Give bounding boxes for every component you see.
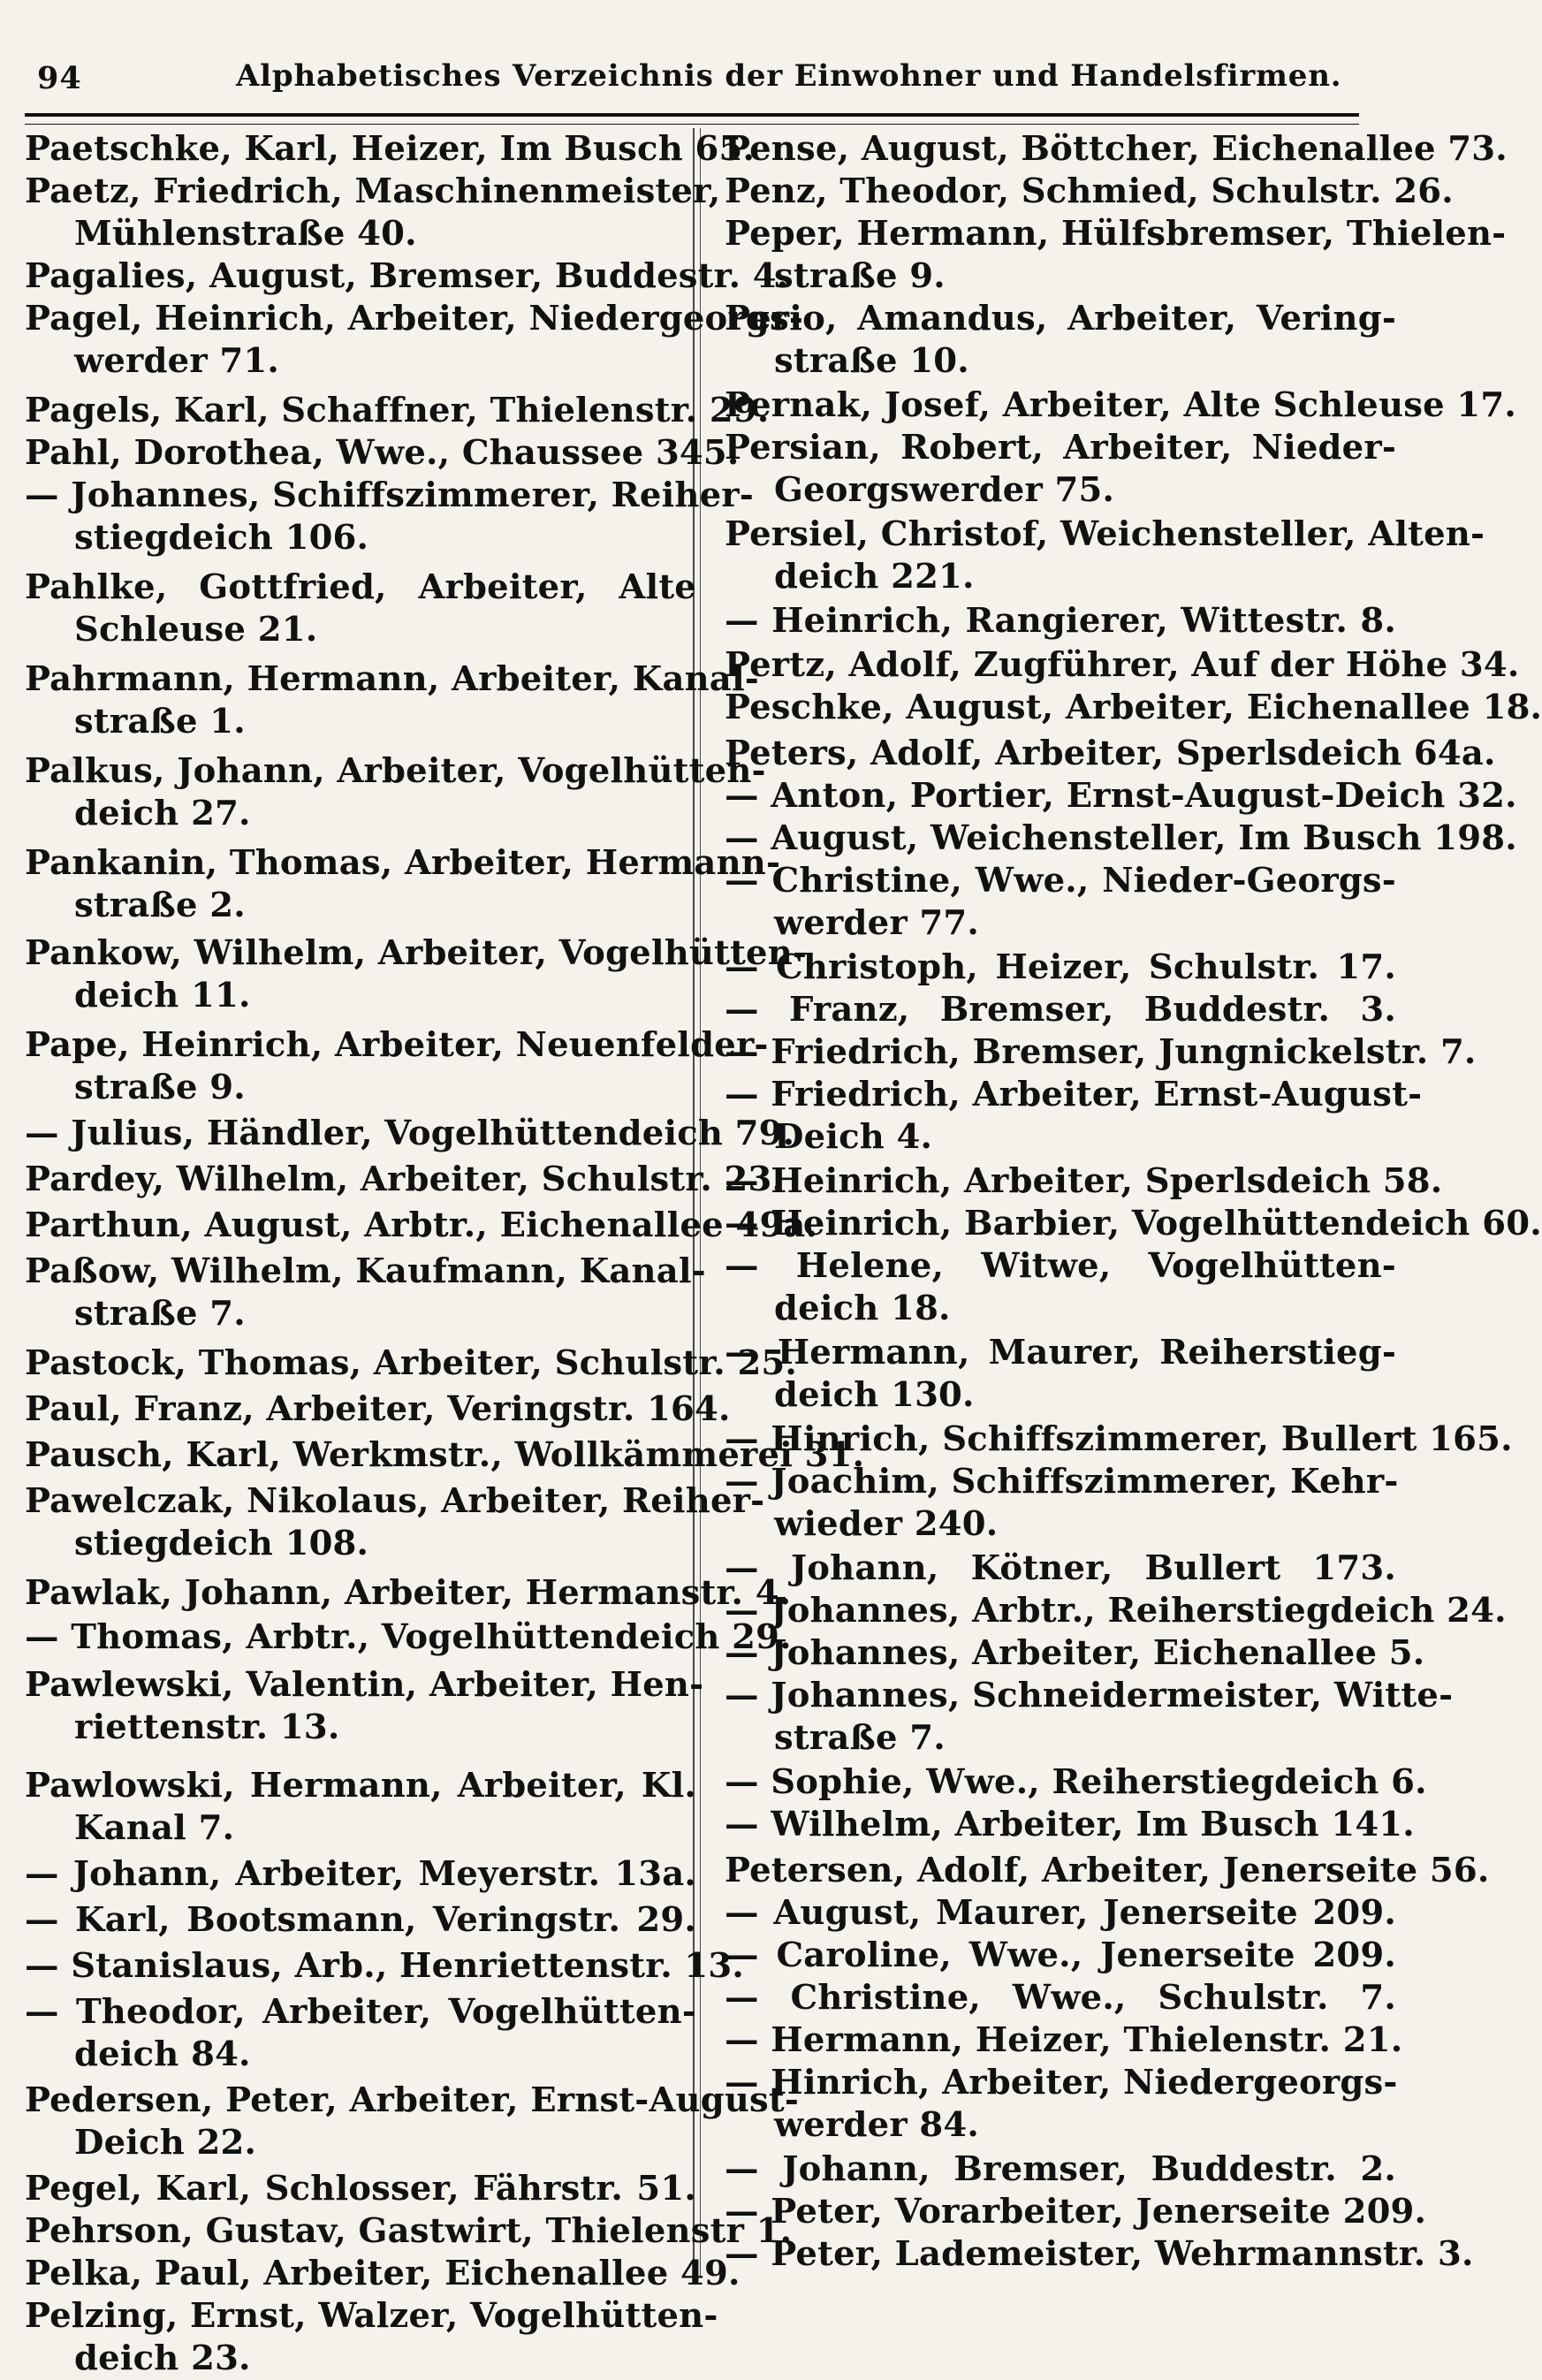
directory-entry-continuation: deich 27. [74, 794, 251, 833]
directory-entry-continuation: straße 10. [774, 341, 969, 381]
directory-entry: Pawlewski, Valentin, Arbeiter, Hen- [25, 1665, 704, 1705]
directory-entry-sub: — Johann, Bremser, Buddestr. 2. [725, 2149, 1396, 2189]
directory-entry-continuation: straße 2. [74, 886, 246, 925]
directory-entry: Pedersen, Peter, Arbeiter, Ernst-August- [25, 2080, 800, 2120]
directory-entry-sub: — Johann, Kötner, Bullert 173. [725, 1548, 1396, 1588]
directory-entry-continuation: straße 9. [74, 1068, 246, 1107]
directory-entry: Penz, Theodor, Schmied, Schulstr. 26. [725, 171, 1454, 211]
directory-entry: Persiel, Christof, Weichensteller, Alten- [725, 514, 1485, 554]
directory-entry: Pelzing, Ernst, Walzer, Vogelhütten- [25, 2296, 718, 2336]
directory-entry: Peschke, August, Arbeiter, Eichenallee 18. [725, 688, 1542, 727]
directory-entry-continuation: deich 130. [774, 1375, 975, 1415]
directory-entry: Pawlak, Johann, Arbeiter, Hermanstr. 4. [25, 1573, 792, 1613]
directory-entry-sub: — Theodor, Arbeiter, Vogelhütten- [25, 1992, 696, 2032]
directory-entry: Pausch, Karl, Werkmstr., Wollkämmerei 31. [25, 1435, 865, 1475]
directory-entry-sub: — Johann, Arbeiter, Meyerstr. 13a. [25, 1854, 696, 1894]
directory-entry: Palkus, Johann, Arbeiter, Vogelhütten- [25, 751, 766, 791]
directory-entry-continuation: Schleuse 21. [74, 610, 318, 650]
directory-entry: Pelka, Paul, Arbeiter, Eichenallee 49. [25, 2254, 741, 2293]
directory-entry-sub: — Franz, Bremser, Buddestr. 3. [725, 990, 1396, 1030]
directory-entry-continuation: wieder 240. [774, 1504, 999, 1544]
directory-entry-sub: — Hinrich, Arbeiter, Niedergeorgs- [725, 2063, 1398, 2102]
directory-entry-sub: — Hinrich, Schiffszimmerer, Bullert 165. [725, 1419, 1513, 1459]
directory-entry: Pagel, Heinrich, Arbeiter, Niedergeorgs- [25, 299, 804, 338]
directory-entry-sub: — Helene, Witwe, Vogelhütten- [725, 1246, 1396, 1286]
directory-entry-sub: — Johannes, Schiffszimmerer, Reiher- [25, 475, 754, 515]
directory-entry: Parthun, August, Arbtr., Eichenallee 49a. [25, 1205, 818, 1245]
directory-entry-continuation: stiegdeich 106. [74, 518, 369, 558]
right-column [725, 128, 1542, 2276]
directory-entry-sub: — Anton, Portier, Ernst-August-Deich 32. [725, 776, 1517, 816]
directory-entry: Paetz, Friedrich, Maschinenmeister, [25, 171, 721, 211]
directory-entry-continuation: straße 9. [774, 256, 946, 296]
directory-entry-sub: — Friedrich, Arbeiter, Ernst-August- [725, 1075, 1423, 1114]
directory-entry-sub: — Christine, Wwe., Nieder-Georgs- [725, 861, 1396, 901]
directory-entry-continuation: deich 18. [774, 1289, 951, 1328]
directory-entry-continuation: straße 7. [74, 1294, 246, 1334]
directory-entry-sub: — Peter, Vorarbeiter, Jenerseite 209. [725, 2192, 1427, 2232]
directory-entry-sub: — Hermann, Heizer, Thielenstr. 21. [725, 2020, 1403, 2060]
directory-entry: Peters, Adolf, Arbeiter, Sperlsdeich 64a. [725, 734, 1496, 773]
directory-entry: Perio, Amandus, Arbeiter, Vering- [725, 299, 1396, 338]
directory-entry: Pankanin, Thomas, Arbeiter, Hermann- [25, 843, 781, 883]
directory-entry-sub: — Julius, Händler, Vogelhüttendeich 79. [25, 1114, 795, 1153]
directory-entry-sub: — Karl, Bootsmann, Veringstr. 29. [25, 1900, 696, 1940]
directory-entry-continuation: Deich 4. [774, 1117, 933, 1157]
directory-entry-sub: — Johannes, Schneidermeister, Witte- [725, 1676, 1454, 1715]
directory-entry-sub: — Heinrich, Arbeiter, Sperlsdeich 58. [725, 1161, 1443, 1201]
directory-entry: Paul, Franz, Arbeiter, Veringstr. 164. [25, 1389, 731, 1429]
directory-entry-sub: — Stanislaus, Arb., Henriettenstr. 13. [25, 1946, 744, 1986]
page-number: 94 [37, 60, 82, 96]
directory-entry-continuation: werder 84. [774, 2105, 980, 2145]
directory-entry-continuation: deich 11. [74, 976, 251, 1015]
directory-entry-continuation: deich 84. [74, 2034, 251, 2074]
directory-entry: Pahlke, Gottfried, Arbeiter, Alte [25, 567, 696, 607]
directory-entry-sub: — Hermann, Maurer, Reiherstieg- [725, 1333, 1396, 1372]
directory-entry: Pense, August, Böttcher, Eichenallee 73. [725, 129, 1508, 169]
directory-entry-continuation: deich 221. [774, 557, 975, 597]
directory-entry-continuation: deich 23. [74, 2338, 251, 2378]
directory-entry: Pankow, Wilhelm, Arbeiter, Vogelhütten- [25, 933, 808, 973]
directory-entry: Pegel, Karl, Schlosser, Fährstr. 51. [25, 2169, 696, 2209]
page-header [37, 60, 1371, 113]
directory-entry-sub: — August, Weichensteller, Im Busch 198. [725, 818, 1517, 858]
directory-entry: Persian, Robert, Arbeiter, Nieder- [725, 428, 1396, 468]
directory-entry-continuation: Mühlenstraße 40. [74, 214, 417, 254]
directory-entry-continuation: straße 7. [774, 1718, 946, 1758]
directory-entry-sub: — Johannes, Arbeiter, Eichenallee 5. [725, 1633, 1425, 1673]
directory-entry-continuation: Deich 22. [74, 2123, 257, 2163]
directory-entry-sub: — August, Maurer, Jenerseite 209. [725, 1893, 1396, 1933]
directory-entry-sub: — Caroline, Wwe., Jenerseite 209. [725, 1935, 1396, 1975]
header-rule [25, 113, 1359, 125]
directory-entry-continuation: riettenstr. 13. [74, 1707, 340, 1747]
directory-entry-continuation: Kanal 7. [74, 1808, 235, 1848]
directory-entry: Peper, Hermann, Hülfsbremser, Thielen- [725, 214, 1507, 254]
directory-entry: Paßow, Wilhelm, Kaufmann, Kanal- [25, 1251, 706, 1291]
directory-entry-sub: — Friedrich, Bremser, Jungnickelstr. 7. [725, 1032, 1477, 1072]
directory-entry-continuation: Georgswerder 75. [774, 470, 1115, 510]
directory-entry: Petersen, Adolf, Arbeiter, Jenerseite 56. [725, 1851, 1490, 1890]
directory-entry-continuation: werder 71. [74, 341, 280, 381]
directory-entry: Pardey, Wilhelm, Arbeiter, Schulstr. 23. [25, 1160, 785, 1199]
directory-entry: Pawelczak, Nikolaus, Arbeiter, Reiher- [25, 1481, 765, 1521]
directory-entry: Pawlowski, Hermann, Arbeiter, Kl. [25, 1766, 696, 1806]
page-running-title: Alphabetisches Verzeichnis der Einwohner und Handelsfirmen. [236, 58, 1342, 94]
directory-entry: Pahl, Dorothea, Wwe., Chaussee 345. [25, 433, 740, 473]
directory-entry: Pertz, Adolf, Zugführer, Auf der Höhe 34. [725, 645, 1520, 685]
directory-entry-sub: — Sophie, Wwe., Reiherstiegdeich 6. [725, 1762, 1427, 1802]
directory-entry: Paetschke, Karl, Heizer, Im Busch 65. [25, 129, 756, 169]
directory-entry-sub: — Wilhelm, Arbeiter, Im Busch 141. [725, 1805, 1415, 1844]
directory-entry: Pagalies, August, Bremser, Buddestr. 4. [25, 256, 789, 296]
directory-entry-sub: — Christoph, Heizer, Schulstr. 17. [725, 947, 1396, 987]
directory-entry-sub: — Heinrich, Barbier, Vogelhüttendeich 60. [725, 1204, 1542, 1243]
directory-entry-continuation: werder 77. [774, 903, 980, 943]
directory-entry-sub: — Joachim, Schiffszimmerer, Kehr- [725, 1462, 1399, 1502]
directory-entry: Pahrmann, Hermann, Arbeiter, Kanal- [25, 659, 759, 699]
directory-entry-sub: — Heinrich, Rangierer, Wittestr. 8. [725, 601, 1396, 641]
directory-entry: Pastock, Thomas, Arbeiter, Schulstr. 25. [25, 1343, 798, 1383]
directory-entry-sub: — Thomas, Arbtr., Vogelhüttendeich 29. [25, 1617, 792, 1657]
directory-entry: Pehrson, Gustav, Gastwirt, Thielenstr 1. [25, 2211, 793, 2251]
directory-entry: Pernak, Josef, Arbeiter, Alte Schleuse 17. [725, 385, 1516, 425]
directory-entry: Pape, Heinrich, Arbeiter, Neuenfelder- [25, 1025, 769, 1065]
directory-entry-sub: — Christine, Wwe., Schulstr. 7. [725, 1978, 1396, 2018]
directory-entry-continuation: straße 1. [74, 702, 246, 741]
directory-entry: Pagels, Karl, Schaffner, Thielenstr. 29. [25, 391, 770, 430]
directory-entry-sub: — Peter, Lademeister, Wehrmannstr. 3. [725, 2234, 1474, 2274]
directory-entry-continuation: stiegdeich 108. [74, 1524, 369, 1563]
directory-entry-sub: — Johannes, Arbtr., Reiherstiegdeich 24. [725, 1591, 1507, 1631]
